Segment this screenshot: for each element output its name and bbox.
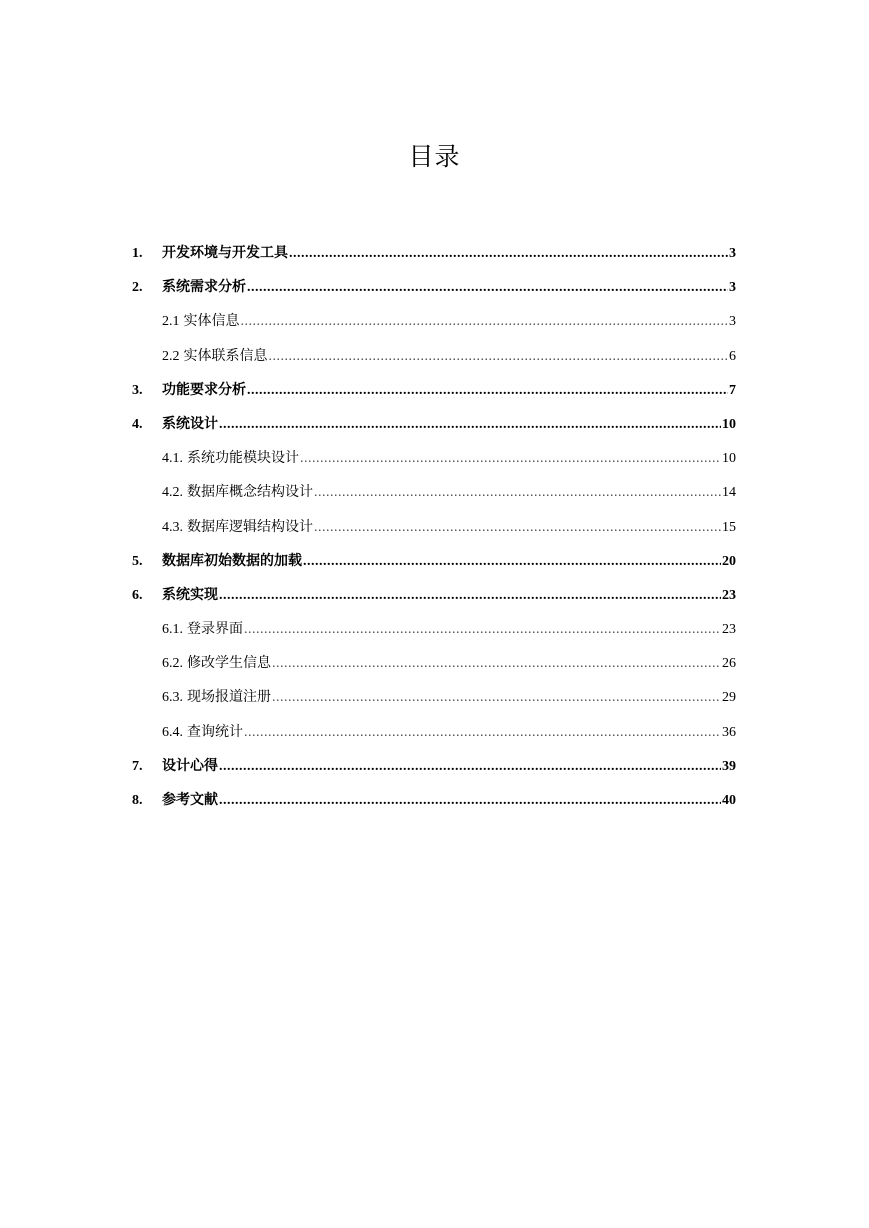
toc-subentry[interactable] — [132, 715, 736, 749]
toc-subentry[interactable] — [132, 646, 736, 680]
toc-entry-page: 23 — [722, 622, 736, 638]
toc-dot-leader — [219, 408, 721, 442]
toc-entry-page: 40 — [722, 793, 736, 808]
toc-entry-number: 4.3. — [162, 519, 183, 535]
toc-entry-number: 4.1. — [162, 451, 183, 467]
toc-dot-leader — [219, 579, 721, 613]
toc-entry[interactable] — [132, 236, 736, 270]
toc-entry-page: 7 — [729, 382, 736, 398]
toc-dot-leader — [244, 613, 721, 647]
toc-entry-title: 数据库概念结构设计 — [187, 484, 313, 501]
toc-entry-number: 6.2. — [162, 656, 183, 672]
toc-entry-title: 设计心得 — [162, 757, 218, 774]
toc-dot-leader — [300, 442, 721, 476]
toc-entry-page: 23 — [722, 587, 736, 603]
toc-entry-page: 36 — [722, 724, 736, 740]
toc-entry-number: 4. — [132, 416, 143, 432]
toc-entry-number: 5. — [132, 553, 143, 569]
toc-dot-leader — [219, 784, 721, 818]
toc-entry-title: 系统需求分析 — [162, 279, 246, 296]
toc-entry-title: 实体信息 — [183, 313, 240, 330]
toc-entry-title: 功能要求分析 — [162, 381, 246, 398]
toc-entry-title: 系统实现 — [162, 586, 218, 603]
toc-dot-leader — [244, 716, 721, 750]
toc-entry-number: 2. — [132, 280, 143, 296]
toc-dot-leader — [247, 374, 728, 408]
toc-entry-title: 系统设计 — [162, 415, 218, 432]
toc-entry-number: 7. — [132, 758, 143, 774]
toc-dot-leader — [269, 340, 729, 374]
toc-subentry[interactable] — [132, 612, 736, 646]
toc-entry-page: 39 — [722, 758, 736, 774]
toc-entry-page: 15 — [722, 519, 736, 535]
toc-entry[interactable] — [132, 783, 736, 817]
toc-entry-title: 修改学生信息 — [187, 655, 271, 672]
toc-dot-leader — [272, 681, 721, 715]
toc-entry-title: 查询统计 — [187, 723, 243, 740]
toc-entry-number: 8. — [132, 793, 143, 808]
toc-entry-page: 14 — [722, 485, 736, 501]
toc-dot-leader — [272, 647, 721, 681]
toc-entry-title: 数据库逻辑结构设计 — [187, 518, 313, 535]
toc-entry-page: 29 — [722, 690, 736, 706]
toc-entry-page: 6 — [729, 348, 736, 364]
toc-entry[interactable] — [132, 270, 736, 304]
toc-entry[interactable] — [132, 578, 736, 612]
toc-entry-title: 登录界面 — [187, 621, 243, 638]
toc-entry-page: 10 — [722, 416, 736, 432]
page-title: 目录 — [408, 142, 461, 171]
toc-entry-number: 6.3. — [162, 690, 183, 706]
toc-entry-number: 6.4. — [162, 724, 183, 740]
toc-entry-number: 2.1 — [162, 314, 180, 330]
toc-entry-number: 6. — [132, 587, 143, 603]
toc-entry-number: 3. — [132, 382, 143, 398]
toc-entry-number: 4.2. — [162, 485, 183, 501]
toc-entry-page: 3 — [729, 246, 736, 261]
toc-entry-page: 26 — [722, 656, 736, 672]
toc-dot-leader — [219, 750, 721, 784]
table-of-contents — [132, 236, 736, 817]
toc-entry[interactable] — [132, 407, 736, 441]
toc-entry-page: 10 — [722, 451, 736, 467]
toc-entry-title: 系统功能模块设计 — [187, 450, 299, 467]
toc-dot-leader — [241, 305, 729, 339]
toc-dot-leader — [314, 511, 721, 545]
toc-subentry[interactable] — [132, 510, 736, 544]
toc-subentry[interactable] — [132, 441, 736, 475]
toc-subentry[interactable] — [132, 475, 736, 509]
toc-subentry[interactable] — [132, 680, 736, 714]
toc-subentry[interactable] — [132, 339, 736, 373]
toc-entry-title: 现场报道注册 — [187, 689, 271, 706]
toc-entry-title: 实体联系信息 — [183, 347, 268, 364]
toc-entry-page: 3 — [729, 280, 736, 296]
toc-entry-number: 1. — [132, 246, 143, 261]
toc-dot-leader — [314, 476, 721, 510]
toc-entry[interactable] — [132, 373, 736, 407]
toc-entry[interactable] — [132, 544, 736, 578]
toc-entry-number: 6.1. — [162, 622, 183, 638]
toc-dot-leader — [289, 237, 728, 271]
toc-entry[interactable] — [132, 749, 736, 783]
toc-entry-page: 3 — [729, 314, 736, 330]
toc-subentry[interactable] — [132, 304, 736, 338]
toc-entry-page: 20 — [722, 553, 736, 569]
toc-dot-leader — [247, 271, 728, 305]
toc-entry-title: 参考文献 — [162, 792, 218, 808]
toc-entry-title: 数据库初始数据的加载 — [162, 552, 302, 569]
toc-entry-number: 2.2 — [162, 348, 180, 364]
toc-dot-leader — [303, 545, 721, 579]
toc-entry-title: 开发环境与开发工具 — [162, 245, 288, 261]
